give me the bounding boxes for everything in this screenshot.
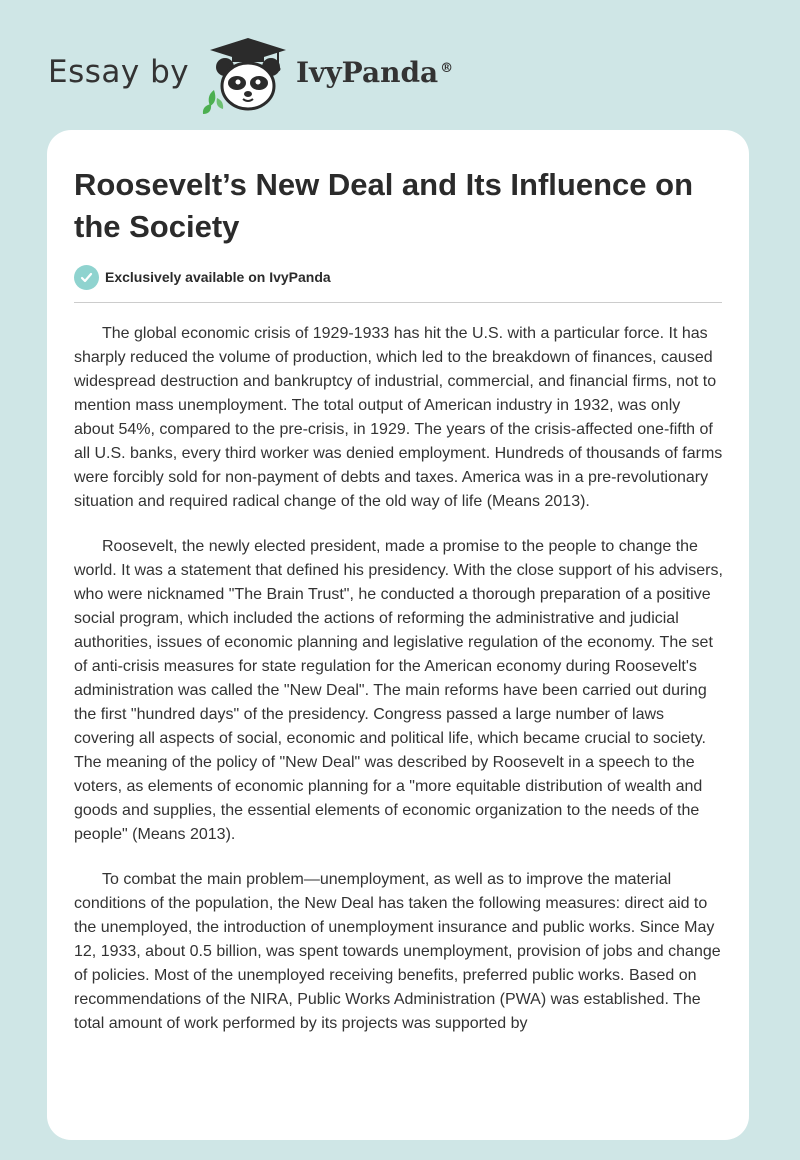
exclusive-label: Exclusively available on IvyPanda (105, 269, 331, 285)
essay-body (74, 322, 724, 1057)
brand-name (296, 56, 453, 89)
divider (74, 302, 722, 303)
essay-title: Roosevelt’s New Deal and Its Influence on the Society (74, 167, 694, 244)
panda-logo-icon (198, 34, 298, 114)
essay-card (47, 130, 749, 1140)
paragraph: Roosevelt, the newly elected president, made a promise to the people to change the world. It was a statement that defined his presidency. With the close support of his advisers, who were nicknamed "The Brain Trust", he conducted a thorough preparation of a positive social program, which included the actions of reforming the administrative and judicial authorities, issues of economic planning and legislative regulation of the economy. The set of anti-crisis measures for state regulation for the American economy during Roosevelt's administration was called the "New Deal". The main reforms have been carried out during the first "hundred days" of the presidency. Congress passed a large number of laws covering all aspects of social, economic and political life, which became crucial to society. The meaning of the policy of "New Deal" was described by Roosevelt in a speech to the voters, as elements of economic planning for a "more equitable distribution of wealth and goods and supplies, the essential elements of economic organization to the needs of the people" (Means 2013). (74, 538, 723, 843)
brand-header[interactable] (48, 34, 508, 114)
essay-by-label: Essay by (48, 54, 190, 90)
paragraph: The global economic crisis of 1929-1933 has hit the U.S. with a particular force. It has sharply reduced the volume of production, which led to the breakdown of finances, caused widespread destruction and bankruptcy of industrial, commercial, and financial firms, not to mention mass unemployment. The total output of American industry in 1932, was only about 54%, compared to the pre-crisis, in 1929. The years of the crisis-affected one-fifth of all U.S. banks, every third worker was denied employment. Hundreds of thousands of farms were forcibly sold for non-payment of debts and taxes. America was in a pre-revolutionary situation and required radical change of the old way of life (Means 2013). (74, 325, 723, 510)
registered-mark: ® (440, 60, 454, 76)
exclusive-badge (74, 264, 331, 290)
paragraph: To combat the main problem—unemployment, as well as to improve the material conditions of the population, the New Deal has taken the following measures: direct aid to the unemployed, the introduction of unemployment insurance and public works. Since May 12, 1933, about 0.5 billion, was spent towards unemployment, provision of jobs and change of policies. Most of the unemployed receiving benefits, preferred public works. Based on recommendations of the NIRA, Public Works Administration (PWA) was established. The total amount of work performed by its projects was supported by (74, 871, 721, 1032)
check-circle-icon (74, 265, 99, 290)
brand-name-text: IvyPanda (296, 56, 439, 89)
